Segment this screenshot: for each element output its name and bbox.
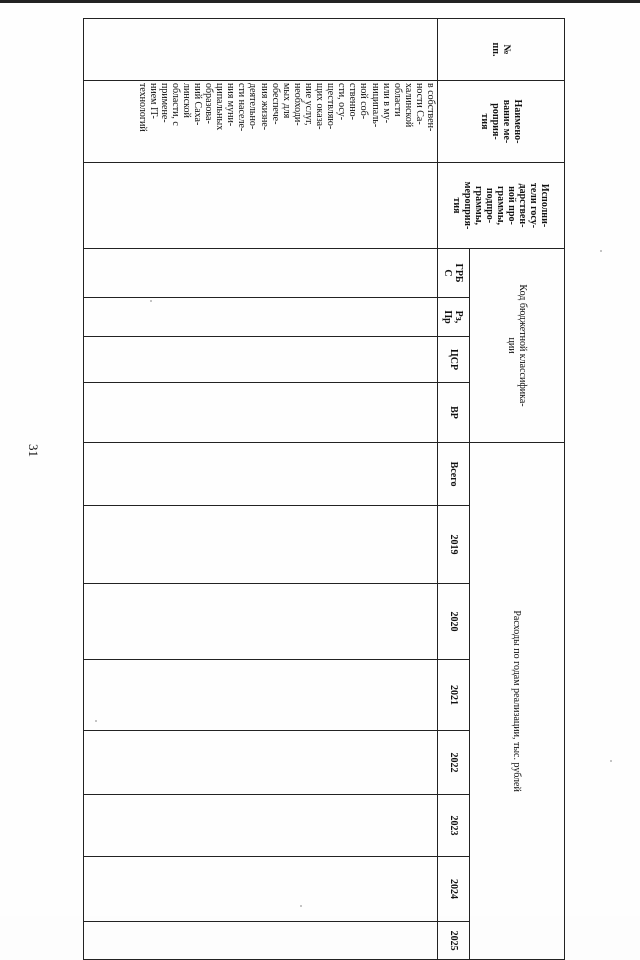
header-vr: ВР [438,383,470,443]
cell-year-2022 [84,731,438,795]
header-year-2025: 2025 [438,922,470,960]
cell-vr [84,383,438,443]
header-year-2019: 2019 [438,506,470,584]
cell-year-2019 [84,506,438,584]
header-number: № пп. [438,19,565,81]
cell-year-2020 [84,584,438,660]
scan-speck [150,300,152,302]
header-year-2021: 2021 [438,660,470,731]
header-rz-pr: Рз, Пр [438,298,470,337]
scan-speck [95,720,97,722]
cell-rz-pr [84,298,438,337]
cell-year-2021 [84,660,438,731]
cell-year-2023 [84,795,438,857]
cell-total [84,443,438,506]
header-expenses-by-year: Расходы по годам реализации, тыс. рублей [470,443,565,960]
header-year-2024: 2024 [438,857,470,922]
cell-csr [84,337,438,383]
scan-speck [300,905,302,907]
cell-measure-name: в собствен- ности Са- халинской области или в му- ниципаль- ной соб- ственно- сти, осу- ществляю- щих оказа- ние услуг, необходи- мых для обеспече- ния жизне- деятельно- сти населе- ния муни- ципальных образова- ний Саха- линской области, с примене- нием IT- технологий [84,81,438,163]
header-row-top [470,19,565,960]
budget-table-rotated [83,18,565,951]
header-year-2022: 2022 [438,731,470,795]
scan-top-edge [0,0,640,3]
cell-executors [84,163,438,249]
header-measure-name: Наимено- вание ме- роприя- тия [438,81,565,163]
header-year-2020: 2020 [438,584,470,660]
header-year-2023: 2023 [438,795,470,857]
table-row [84,19,438,960]
cell-grbs [84,249,438,298]
cell-number [84,19,438,81]
scan-speck [600,250,602,252]
cell-year-2025 [84,922,438,960]
cell-year-2024 [84,857,438,922]
budget-table [83,18,565,960]
header-executors: Исполни- тели госу- дарствен- ной про- граммы, подпро- граммы, мероприя- тия [438,163,565,249]
header-total: Всего [438,443,470,506]
header-csr: ЦСР [438,337,470,383]
scan-speck [610,760,612,762]
page-number: 31 [26,444,41,457]
header-grbs: ГРБ С [438,249,470,298]
header-budget-classification: Код бюджетной классифика- ции [470,249,565,443]
